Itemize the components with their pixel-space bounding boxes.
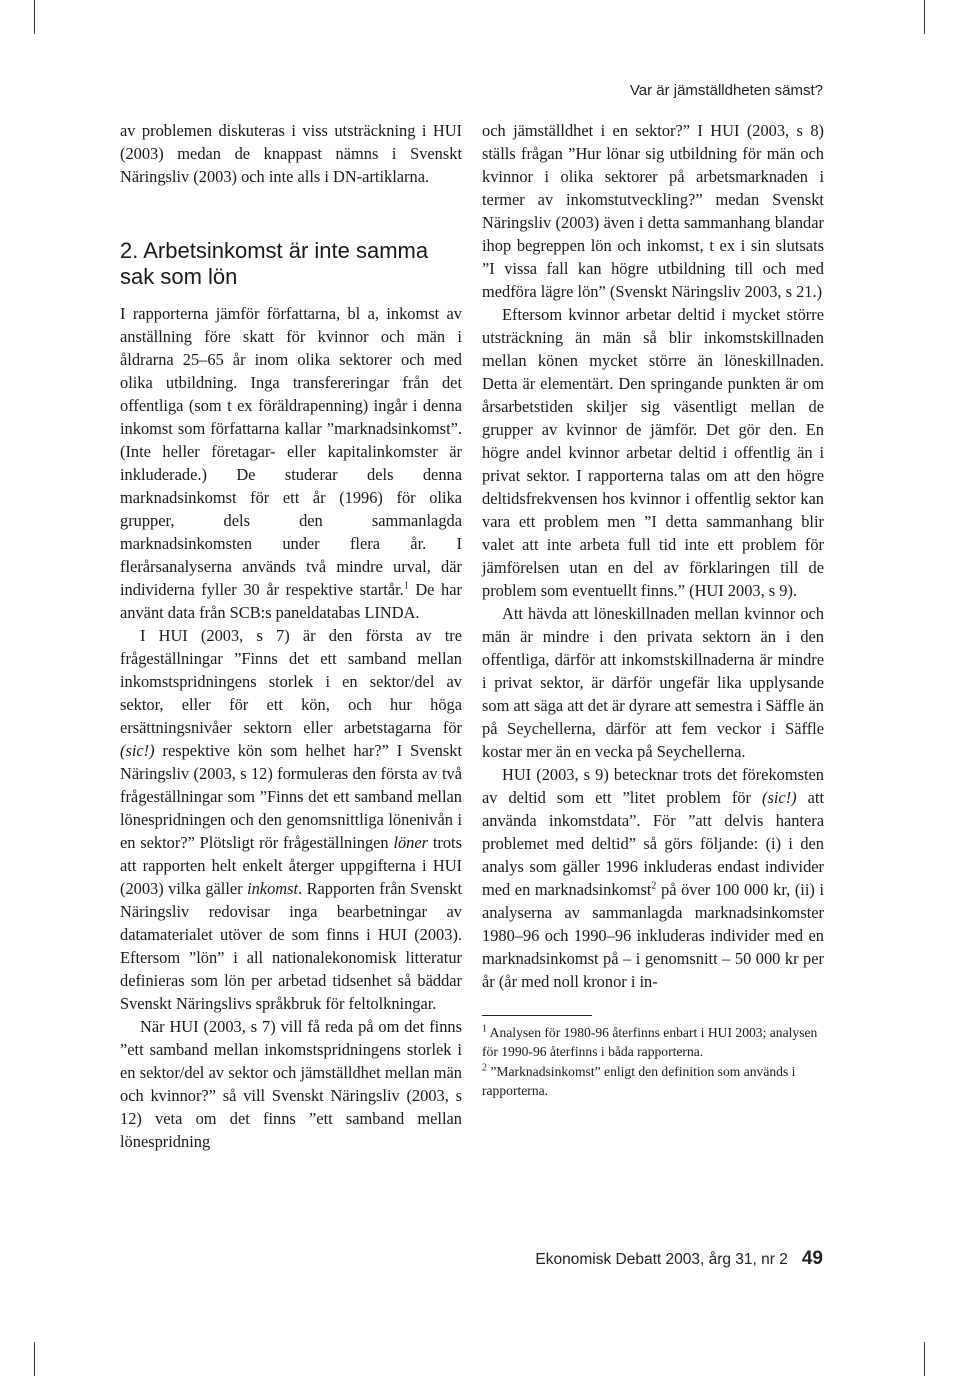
section-heading: 2. Arbetsinkomst är inte samma sak som lön <box>120 238 429 289</box>
paragraph-2: I HUI (2003, s 7) är den första av tre frågeställningar ”Finns det ett samband mellan inkomstspridningens storlek i en sektor/del av sektor, eller för ett kön, och hur höga ersättningsnivåer sektorn eller arbetstagarna för (sic!) respektive kön som helhet har?” I Svenskt Näringsliv (2003, s 12) formuleras den första av två frågeställningar som ”Finns det ett samband mellan lönespridningen och den genomsnittliga lönenivån i en sektor?” Plötsligt rör frågeställningen löner trots att rapporten helt enkelt återger uppgifterna i HUI (2003) vilka gäller inkomst. Rapporten från Svenskt Näringsliv redovisar inga bearbetningar av datamaterialet utöver de som finns i HUI (2003). Eftersom ”lön” i all nationalekonomisk litteratur definieras som lön per arbetad tidsenhet så bäddar Svenskt Näringslivs språkbruk för feltolkningar. <box>120 626 463 1013</box>
paragraph-intro: av problemen diskuteras i viss utsträckning i HUI (2003) medan de knappast nämns i Svenskt Näringsliv (2003) och inte alls i DN-artiklarna. <box>120 121 462 186</box>
footnotes <box>482 1015 824 1100</box>
footnote-rule <box>482 1015 592 1016</box>
page-footer <box>535 1248 823 1270</box>
footnote-1: $^1$ Analysen för 1980-96 återfinns enbart i HUI 2003; analysen för 1990-96 återfinns i båda rapporterna. <box>482 1023 818 1059</box>
crop-mark <box>924 0 925 34</box>
paragraph-4: Eftersom kvinnor arbetar deltid i mycket större utsträckning än män så blir inkomstskillnaden mellan könen mycket större än löneskillnaden. Detta är elementärt. Den springande punkten är om årsarbetstiden skiljer sig väsentligt mellan de grupper av kvinnor de jämför. Det gör den. En högre andel kvinnor arbetar deltid i offentlig än i privat sektor. I rapporterna talas om att den högre deltidsfrekvensen hos kvinnor i offentlig sektor kan vara ett problem men ”I detta sammanhang blir valet att inte arbeta full tid inte ett problem för jämförelsen utan en del av förklaringen till de problem som eventuellt finns.” (HUI 2003, s 9). <box>482 305 824 600</box>
running-header: Var är jämställdheten sämst? <box>629 82 823 99</box>
footnote-2: $^2$ ”Marknadsinkomst” enligt den definition som används i rapporterna. <box>482 1062 796 1098</box>
crop-mark <box>34 1342 35 1376</box>
journal-citation: Ekonomisk Debatt 2003, årg 31, nr 2 <box>535 1251 788 1268</box>
paragraph-6: HUI (2003, s 9) betecknar trots det förekomsten av deltid som ett ”litet problem för (sic!) att använda inkomstdata”. För ”att delvis hantera problemet med deltid” så görs följande: (i) i den analys som gäller 1996 inkluderas endast individer med en marknadsinkomst$^2$ på över 100 000 kr, (ii) i analyserna av sammanlagda marknadsinkomster 1980–96 och 1990–96 inkluderas individer med en marknadsinkomst på – i genomsnitt – 50 000 kr per år (år med noll kronor i in- <box>482 765 825 991</box>
paragraph-1: I rapporterna jämför författarna, bl a, inkomst av anställning före skatt för kvinnor och män i åldrarna 25–65 år inom olika sektorer och med olika utbildning. Inga transfereringar från det offentliga (som t ex föräldrapenning) ingår i denna inkomst som författarna kallar ”marknadsinkomst”. (Inte heller företagar- eller kapitalinkomster är inkluderade.) De studerar dels denna marknadsinkomst för ett år (1996) för olika grupper, dels den sammanlagda marknadsinkomsten under flera år. I flerårsanalyserna används två mindre urval, där individerna fyller 30 år respektive startår.$^1$ De har använt data från SCB:s paneldatabas LINDA. <box>120 304 462 622</box>
right-column <box>482 119 824 1102</box>
left-column <box>120 119 462 1153</box>
paragraph-5: Att hävda att löneskillnaden mellan kvinnor och män är mindre i den privata sektorn än i den offentliga, därför att inkomstskillnaderna är mindre i privat sektor, är därför ungefär lika upplysande som att säga att det är dyrare att semestra i Säffle än på Seychellerna, därför att fem veckor i Säffle kostar mer än en vecka på Seychellerna. <box>482 604 824 761</box>
paragraph-continued: och jämställdhet i en sektor?” I HUI (2003, s 8) ställs frågan ”Hur lönar sig utbildning för män och kvinnor i olika sektorer på arbetsmarknaden i termer av inkomstutveckling?” medan Svenskt Näringsliv (2003) även i detta sammanhang blandar ihop begreppen lön och inkomst, t ex i sin slutsats ”I vissa fall kan högre utbildning till och med medföra lägre lön” (Svenskt Näringsliv 2003, s 21.) <box>482 121 824 301</box>
footnote-ref-1: 1 <box>403 580 409 592</box>
footnote-ref-2: 2 <box>651 880 657 892</box>
crop-mark <box>34 0 35 34</box>
paragraph-3: När HUI (2003, s 7) vill få reda på om det finns ”ett samband mellan inkomstspridningens storlek i en sektor/del av sektor och jämställdhet mellan män och kvinnor?” så vill Svenskt Näringsliv (2003, s 12) veta om det finns ”ett samband mellan lönespridning <box>120 1017 462 1151</box>
page-number: 49 <box>801 1248 823 1269</box>
crop-mark <box>924 1342 925 1376</box>
